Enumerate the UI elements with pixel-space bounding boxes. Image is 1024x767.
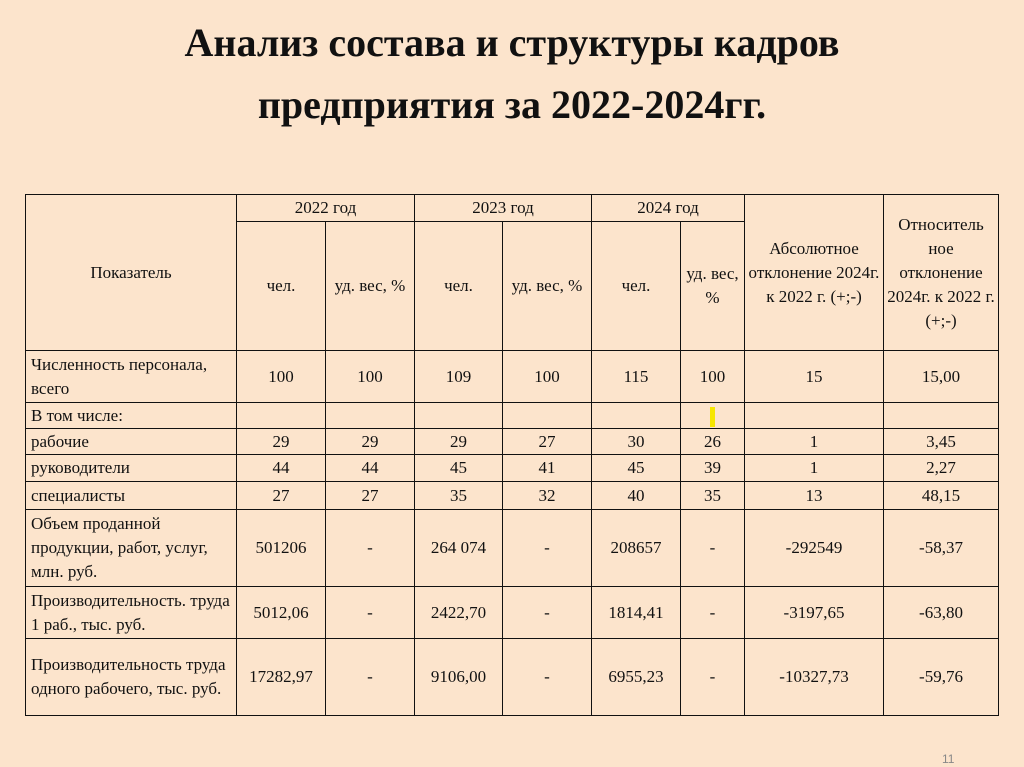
row-label: рабочие [26, 429, 237, 455]
table-cell: 15 [745, 351, 884, 403]
table-cell [681, 403, 745, 429]
table-cell: 35 [415, 482, 503, 510]
header-persons-2023: чел. [415, 222, 503, 351]
table-cell [326, 403, 415, 429]
table-cell: - [681, 639, 745, 716]
table-row [26, 510, 999, 587]
table-row [26, 429, 999, 455]
table-cell: 5012,06 [237, 587, 326, 639]
table-cell: 41 [503, 455, 592, 482]
table-cell: 15,00 [884, 351, 999, 403]
table-cell: 26 [681, 429, 745, 455]
row-label: Производительность труда одного рабочего, тыс. руб. [26, 639, 237, 716]
table-cell: 109 [415, 351, 503, 403]
table-cell: 2422,70 [415, 587, 503, 639]
table-cell: 27 [503, 429, 592, 455]
staff-analysis-table [25, 194, 999, 716]
table-cell: 100 [237, 351, 326, 403]
table-cell: -58,37 [884, 510, 999, 587]
table-row [26, 639, 999, 716]
table-cell: - [326, 510, 415, 587]
header-year-2023: 2023 год [415, 195, 592, 222]
header-share-2023: уд. вес, % [503, 222, 592, 351]
table-cell: -292549 [745, 510, 884, 587]
table-cell: 45 [415, 455, 503, 482]
table-cell: 40 [592, 482, 681, 510]
header-year-2022: 2022 год [237, 195, 415, 222]
table-cell: 2,27 [884, 455, 999, 482]
row-label: Объем проданной продукции, работ, услуг, млн. руб. [26, 510, 237, 587]
row-label: В том числе: [26, 403, 237, 429]
header-absolute-deviation: Абсолютное отклонение 2024г. к 2022 г. (+;-) [745, 195, 884, 351]
page-number: 11 [942, 752, 955, 766]
header-relative-deviation: Относитель ное отклонение 2024г. к 2022 г. (+;-) [884, 195, 999, 351]
table-cell: 13 [745, 482, 884, 510]
table-cell: 27 [237, 482, 326, 510]
table-cell: 501206 [237, 510, 326, 587]
title-line-1: Анализ состава и структуры кадров [184, 20, 840, 65]
header-persons-2022: чел. [237, 222, 326, 351]
header-indicator: Показатель [26, 195, 237, 351]
table-row [26, 587, 999, 639]
row-label: Численность персонала, всего [26, 351, 237, 403]
table-row [26, 482, 999, 510]
table-cell: 17282,97 [237, 639, 326, 716]
table-cell: 48,15 [884, 482, 999, 510]
table-cell: 208657 [592, 510, 681, 587]
table-cell: -63,80 [884, 587, 999, 639]
table-cell: 1814,41 [592, 587, 681, 639]
table-cell: - [503, 639, 592, 716]
table-row [26, 351, 999, 403]
table-cell: 29 [326, 429, 415, 455]
header-row-years [26, 195, 999, 222]
yellow-highlight-marker [710, 407, 715, 427]
table-cell: 6955,23 [592, 639, 681, 716]
table-cell: -10327,73 [745, 639, 884, 716]
header-persons-2024: чел. [592, 222, 681, 351]
table-cell [415, 403, 503, 429]
table-cell [503, 403, 592, 429]
table-cell: -3197,65 [745, 587, 884, 639]
table-cell: -59,76 [884, 639, 999, 716]
table-cell: - [681, 510, 745, 587]
header-share-2024: уд. вес, % [681, 222, 745, 351]
table-cell: 39 [681, 455, 745, 482]
table-row [26, 455, 999, 482]
table-cell: 3,45 [884, 429, 999, 455]
table-cell: 27 [326, 482, 415, 510]
table-cell: 1 [745, 455, 884, 482]
header-year-2024: 2024 год [592, 195, 745, 222]
table-cell [884, 403, 999, 429]
table-cell: 44 [237, 455, 326, 482]
table-cell: 9106,00 [415, 639, 503, 716]
table-cell: 44 [326, 455, 415, 482]
table-cell [592, 403, 681, 429]
table-cell: - [681, 587, 745, 639]
title-line-2: предприятия за 2022-2024гг. [257, 82, 767, 127]
table-cell: 29 [415, 429, 503, 455]
table-cell: 115 [592, 351, 681, 403]
table-cell: - [326, 639, 415, 716]
table-cell: 100 [503, 351, 592, 403]
table-cell: - [503, 510, 592, 587]
row-label: Производительность. труда 1 раб., тыс. руб. [26, 587, 237, 639]
row-label: специалисты [26, 482, 237, 510]
table-cell: 30 [592, 429, 681, 455]
table-row [26, 403, 999, 429]
header-share-2022: уд. вес, % [326, 222, 415, 351]
table-cell: - [503, 587, 592, 639]
table-cell: 32 [503, 482, 592, 510]
table-cell [745, 403, 884, 429]
table-cell: - [326, 587, 415, 639]
row-label: руководители [26, 455, 237, 482]
table-cell: 35 [681, 482, 745, 510]
slide-title [0, 12, 1024, 136]
table-cell: 29 [237, 429, 326, 455]
table-cell: 45 [592, 455, 681, 482]
table-cell: 100 [681, 351, 745, 403]
table-cell: 1 [745, 429, 884, 455]
table-cell: 264 074 [415, 510, 503, 587]
table-cell: 100 [326, 351, 415, 403]
table-cell [237, 403, 326, 429]
